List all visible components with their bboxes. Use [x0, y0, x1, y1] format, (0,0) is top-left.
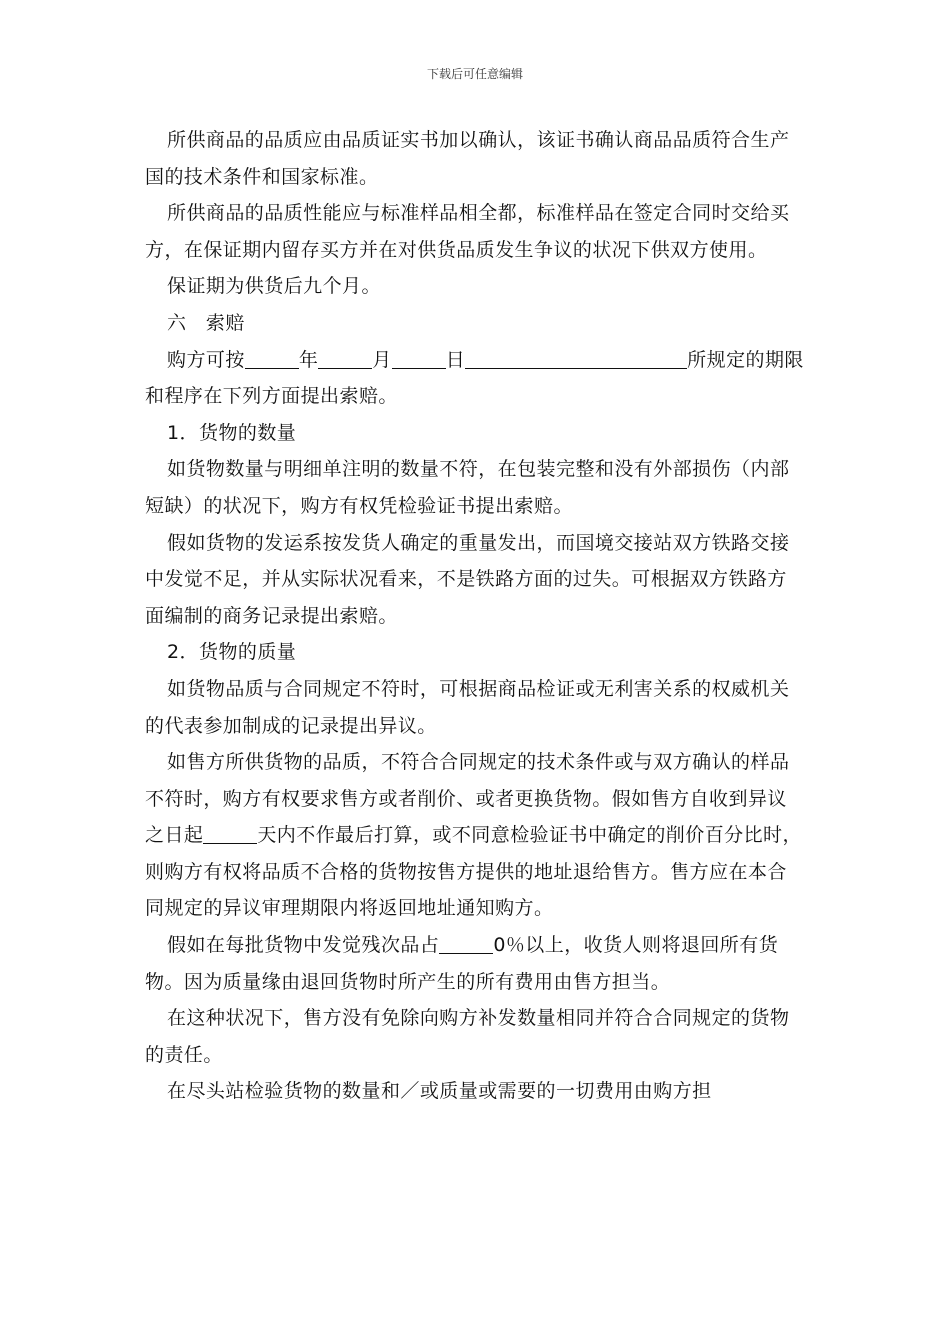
- paragraph: 保证期为供货后九个月。: [167, 275, 381, 298]
- text-segment: 0％以上，收货人则将退回所有货物。因为质量缘由退回货物时所产生的所有费用由售方担当。: [145, 934, 779, 993]
- paragraph-return-terms: [145, 744, 805, 927]
- fill-blank-year: [245, 346, 299, 369]
- paragraph: 假如货物的发运系按发货人确定的重量发出，而国境交接站双方铁路交接中发觉不足，并从实际状况看来，不是铁路方面的过失。可根据双方铁路方面编制的商务记录提出索赔。: [145, 531, 790, 627]
- text-segment: 购方可按: [167, 348, 245, 371]
- paragraph: 在这种状况下，售方没有免除向购方补发数量相同并符合合同规定的货物的责任。: [145, 1007, 790, 1066]
- text-segment: 所规定的期限和程序在下列方面提出索赔。: [145, 348, 804, 408]
- text-segment: 天内不作最后打算，或不同意检验证书中确定的削价百分比时，则购方有权将品质不合格的货物按售方提供的地址退给售方。售方应在本合同规定的异议审理期限内将返回地址通知购方。: [145, 824, 802, 920]
- paragraph: 所供商品的品质性能应与标准样品相全都，标准样品在签定合同时交给买方，在保证期内留存买方并在对供货品质发生争议的状况下供双方使用。: [145, 202, 790, 261]
- fill-blank-days: [203, 821, 257, 844]
- text-segment: 年: [298, 348, 319, 371]
- paragraph: 在尽头站检验货物的数量和／或质量或需要的一切费用由购方担: [167, 1080, 712, 1103]
- text-segment: 月: [372, 348, 392, 371]
- paragraph-defect-rate: [145, 927, 805, 1000]
- fill-blank-percent: [439, 931, 493, 954]
- section-heading-claims: 六 索赔: [167, 311, 245, 334]
- fill-blank-document: [465, 346, 687, 369]
- paragraph: 如货物数量与明细单注明的数量不符，在包装完整和没有外部损伤（内部短缺）的状况下，购方有权凭检验证书提出索赔。: [145, 458, 790, 517]
- paragraph: 如货物品质与合同规定不符时，可根据商品检证或无利害关系的权威机关的代表参加制成的记录提出异议。: [145, 677, 790, 737]
- text-segment: 如售方所供货物的品质，不符合合同规定的技术条件或与双方确认的样品不符时，购方有权要求售方或者削价、或者更换货物。假如售方自收到异议之日起: [145, 751, 790, 847]
- paragraph: 所供商品的品质应由品质证实书加以确认，该证书确认商品品质符合生产国的技术条件和国家标准。: [145, 129, 790, 188]
- page-header: 下载后可任意编辑: [426, 67, 523, 81]
- subheading-quality: 2．货物的质量: [167, 641, 297, 664]
- subheading-quantity: 1．货物的数量: [167, 421, 297, 444]
- fill-blank-month: [318, 346, 372, 369]
- fill-blank-day: [392, 346, 446, 369]
- document-body: [145, 122, 805, 1110]
- paragraph-claim-deadline: [145, 342, 805, 415]
- text-segment: 日: [445, 348, 466, 371]
- text-segment: 假如在每批货物中发觉残次品占: [167, 934, 440, 957]
